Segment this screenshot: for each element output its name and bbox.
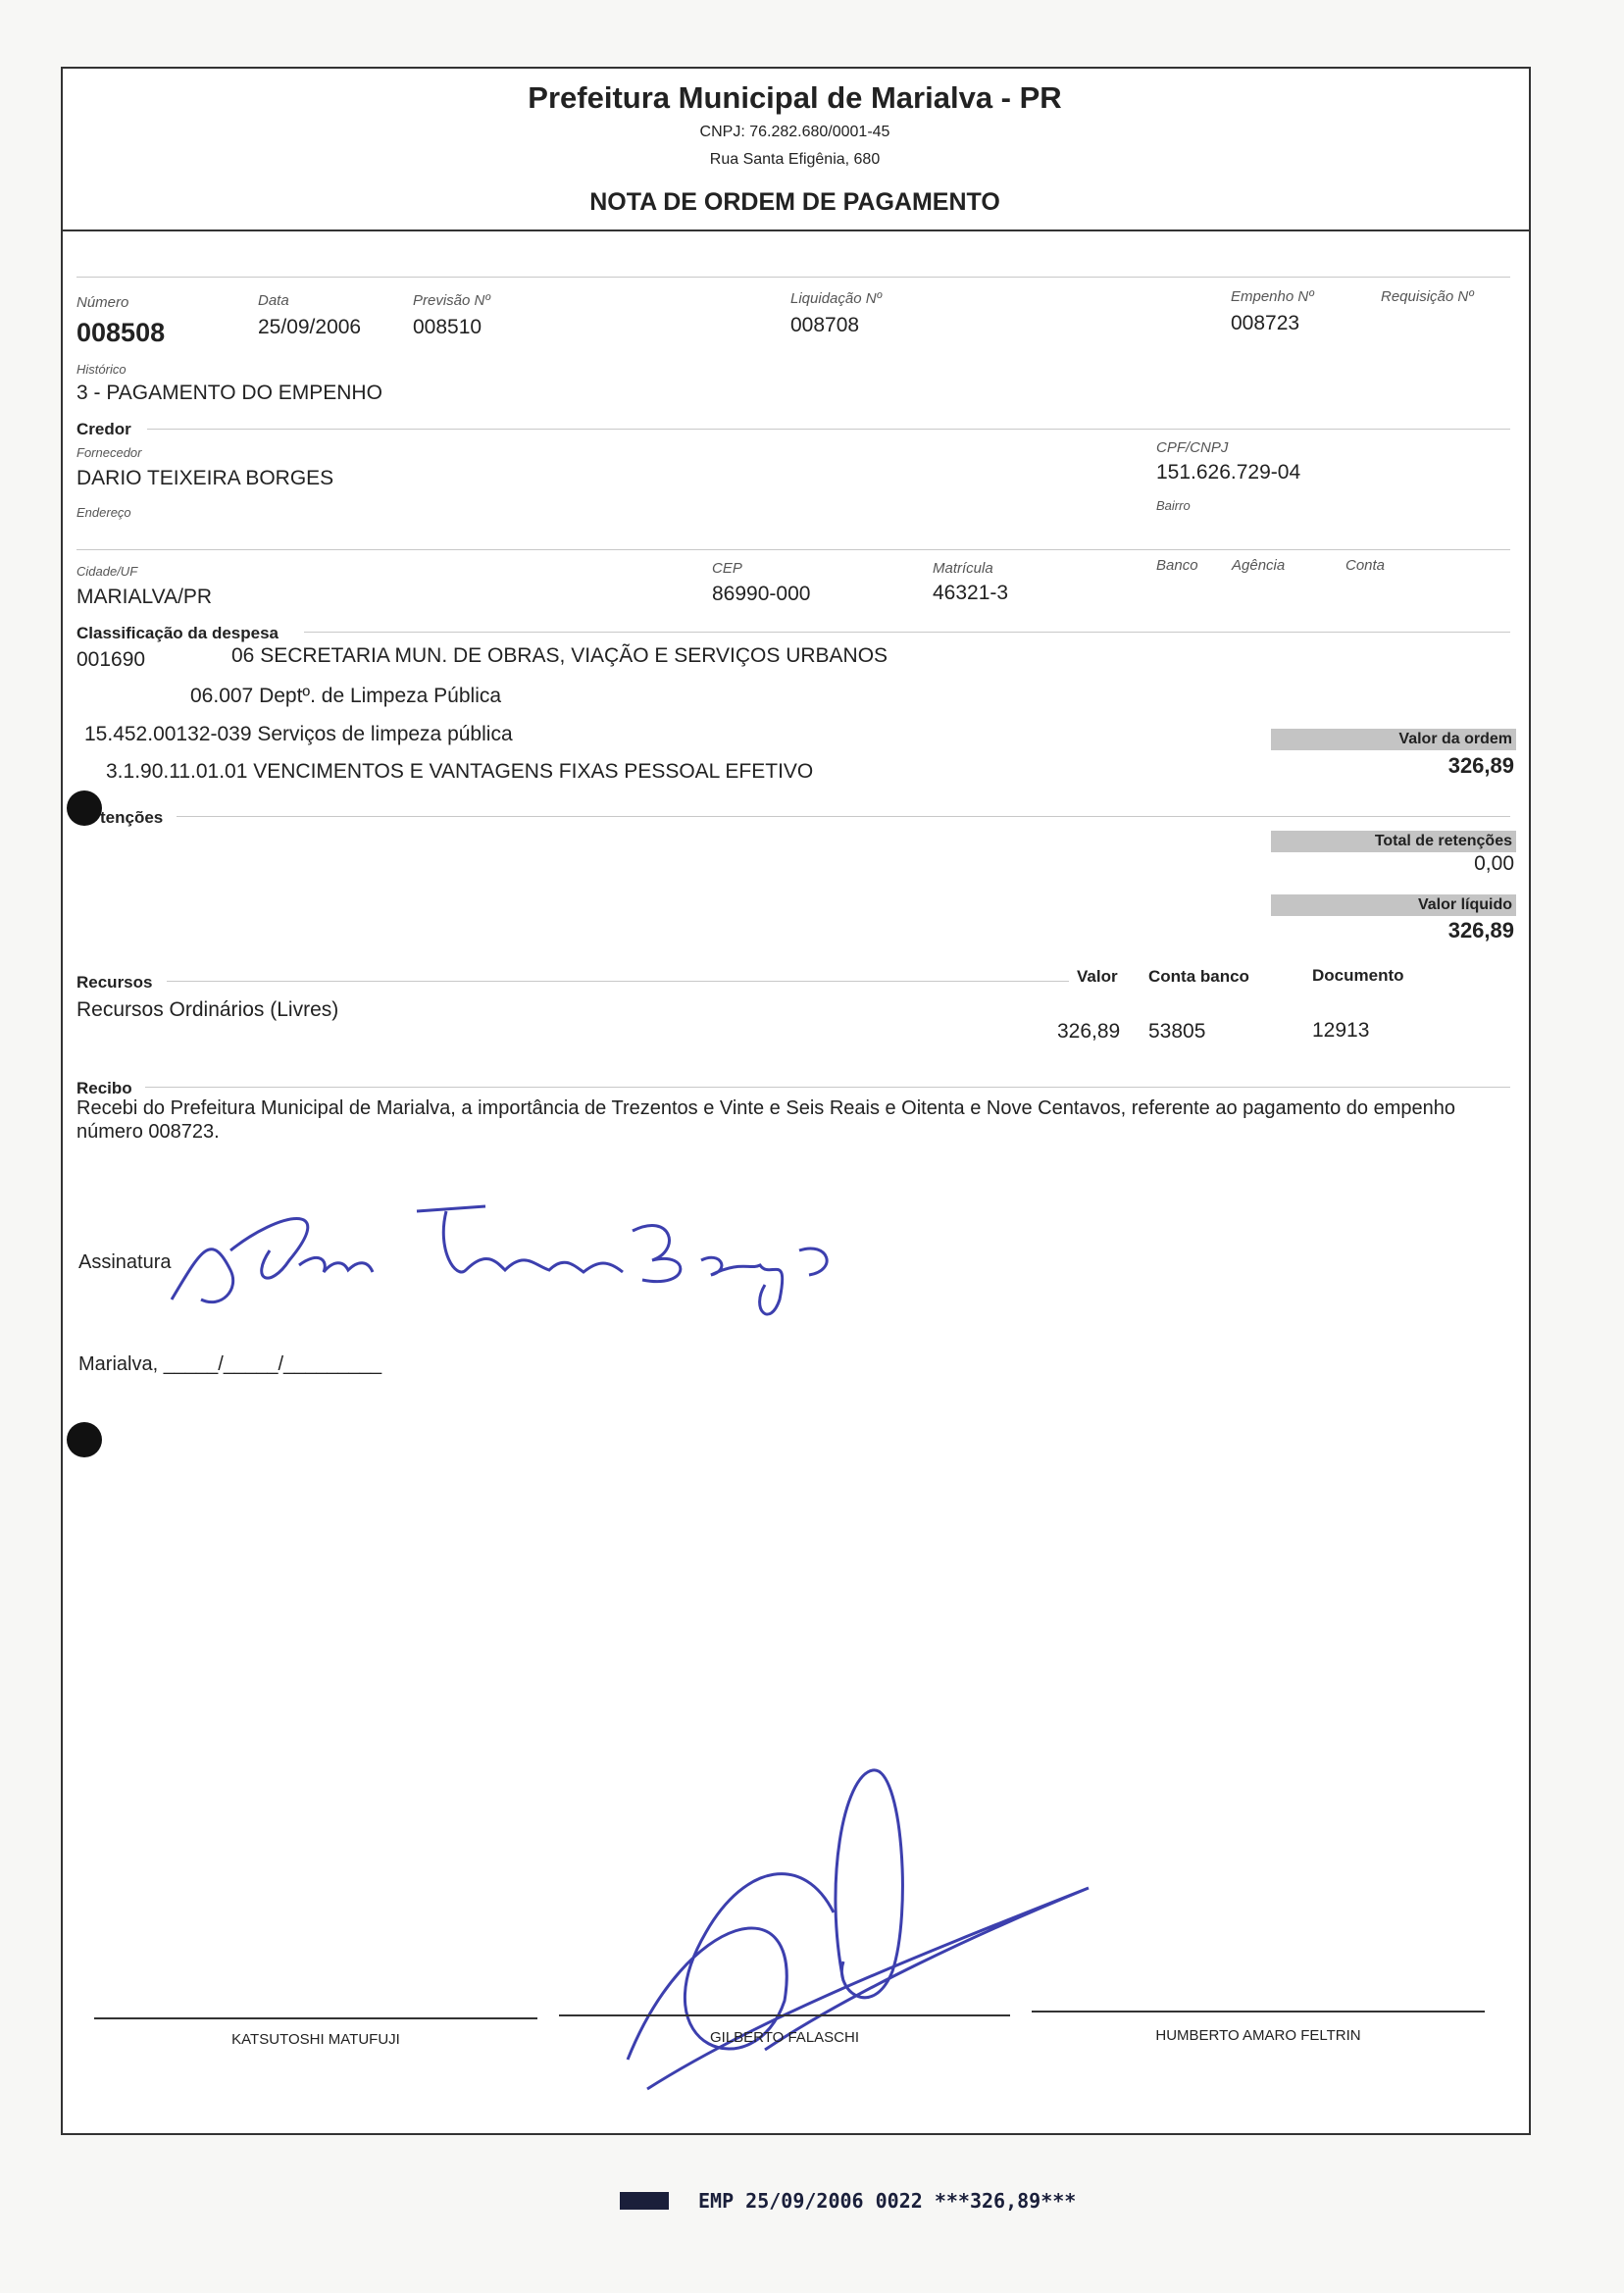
historico-value: 3 - PAGAMENTO DO EMPENHO [76,382,382,404]
divider [304,632,1510,633]
cidade-label: Cidade/UF [76,564,138,579]
matricula-label: Matrícula [933,560,993,577]
previsao-label: Previsão Nº [413,292,490,309]
classificacao-line3: 15.452.00132-039 Serviços de limpeza pública [84,723,513,745]
cep-value: 86990-000 [712,583,811,605]
signatory-2: GILBERTO FALASCHI [710,2029,859,2046]
credor-section: Credor [76,420,131,438]
signature-line [559,2014,1010,2016]
authority-signature [608,1765,1118,2099]
stamp-text: EMP 25/09/2006 0022 ***326,89*** [698,2189,1077,2213]
header-divider [61,229,1529,231]
empenho-label: Empenho Nº [1231,288,1314,305]
stamp-logo [620,2192,669,2210]
address-text: Rua Santa Efigênia, 680 [709,151,881,168]
punch-hole [67,790,102,826]
punch-hole [67,1422,102,1457]
recursos-valor: 326,89 [1057,1020,1121,1043]
valor-ordem-value: 326,89 [1447,753,1514,778]
conta-label: Conta [1345,557,1386,574]
requisicao-label: Requisição Nº [1381,288,1474,305]
divider [177,816,1510,817]
valor-ordem-label: Valor da ordem [1271,729,1516,750]
liquidacao-label: Liquidação Nº [790,290,883,307]
bairro-label: Bairro [1156,498,1191,513]
divider [76,277,1510,278]
classificacao-code: 001690 [76,648,146,671]
liquidacao-value: 008708 [790,314,860,336]
matricula-value: 46321-3 [933,582,1009,604]
recursos-section: Recursos [76,973,153,992]
agencia-label: Agência [1232,557,1286,574]
retencoes-section: tenções [100,808,164,827]
divider [76,549,1510,550]
total-retencoes-label: Total de retenções [1271,831,1516,852]
empenho-value: 008723 [1231,312,1300,334]
numero-value: 008508 [76,318,166,347]
recursos-fonte: Recursos Ordinários (Livres) [76,998,339,1021]
previsao-value: 008510 [413,316,482,338]
divider [145,1087,1510,1088]
recursos-documento: 12913 [1312,1019,1370,1042]
valor-liquido-label: Valor líquido [1271,894,1516,916]
data-value: 25/09/2006 [258,316,362,338]
endereco-label: Endereço [76,505,131,520]
cnpj-text: CNPJ: 76.282.680/0001-45 [699,124,890,140]
total-retencoes-value: 0,00 [1474,852,1514,875]
data-label: Data [258,292,289,309]
signatory-3: HUMBERTO AMARO FELTRIN [1155,2027,1361,2044]
divider [147,429,1510,430]
classificacao-section: Classificação da despesa [76,624,279,642]
recursos-conta-label: Conta banco [1148,967,1249,986]
historico-label: Histórico [76,362,127,377]
local-date-line: Marialva, _____/_____/_________ [78,1353,382,1375]
banco-label: Banco [1156,557,1198,574]
fornecedor-label: Fornecedor [76,445,142,460]
document-title: NOTA DE ORDEM DE PAGAMENTO [589,188,1000,216]
divider [167,981,1069,982]
org-title: Prefeitura Municipal de Marialva - PR [528,80,1062,115]
recursos-documento-label: Documento [1312,966,1404,985]
signature-line [1032,2011,1485,2013]
classificacao-line1: 06 SECRETARIA MUN. DE OBRAS, VIAÇÃO E SERVIÇOS URBANOS [231,644,888,667]
receiver-signature [162,1192,848,1319]
cep-label: CEP [712,560,742,577]
recursos-conta: 53805 [1148,1020,1206,1043]
classificacao-line2: 06.007 Deptº. de Limpeza Pública [190,685,502,707]
signatory-1: KATSUTOSHI MATUFUJI [231,2031,400,2048]
recibo-text: Recebi do Prefeitura Municipal de Marialva, a importância de Trezentos e Vinte e Seis Reais e Oitenta e Nove Centavos, referente ao pagamento do empenho número 008723. [76,1097,1455,1143]
cidade-value: MARIALVA/PR [76,586,213,608]
classificacao-line4: 3.1.90.11.01.01 VENCIMENTOS E VANTAGENS FIXAS PESSOAL EFETIVO [106,760,814,783]
fornecedor-value: DARIO TEIXEIRA BORGES [76,467,334,489]
recibo-section: Recibo [76,1079,132,1097]
numero-label: Número [76,294,129,311]
cpf-label: CPF/CNPJ [1156,439,1229,456]
cpf-value: 151.626.729-04 [1156,461,1301,484]
recursos-valor-label: Valor [1077,967,1118,986]
signature-line [94,2017,537,2019]
valor-liquido-value: 326,89 [1447,918,1514,943]
assinatura-label: Assinatura [78,1251,172,1273]
